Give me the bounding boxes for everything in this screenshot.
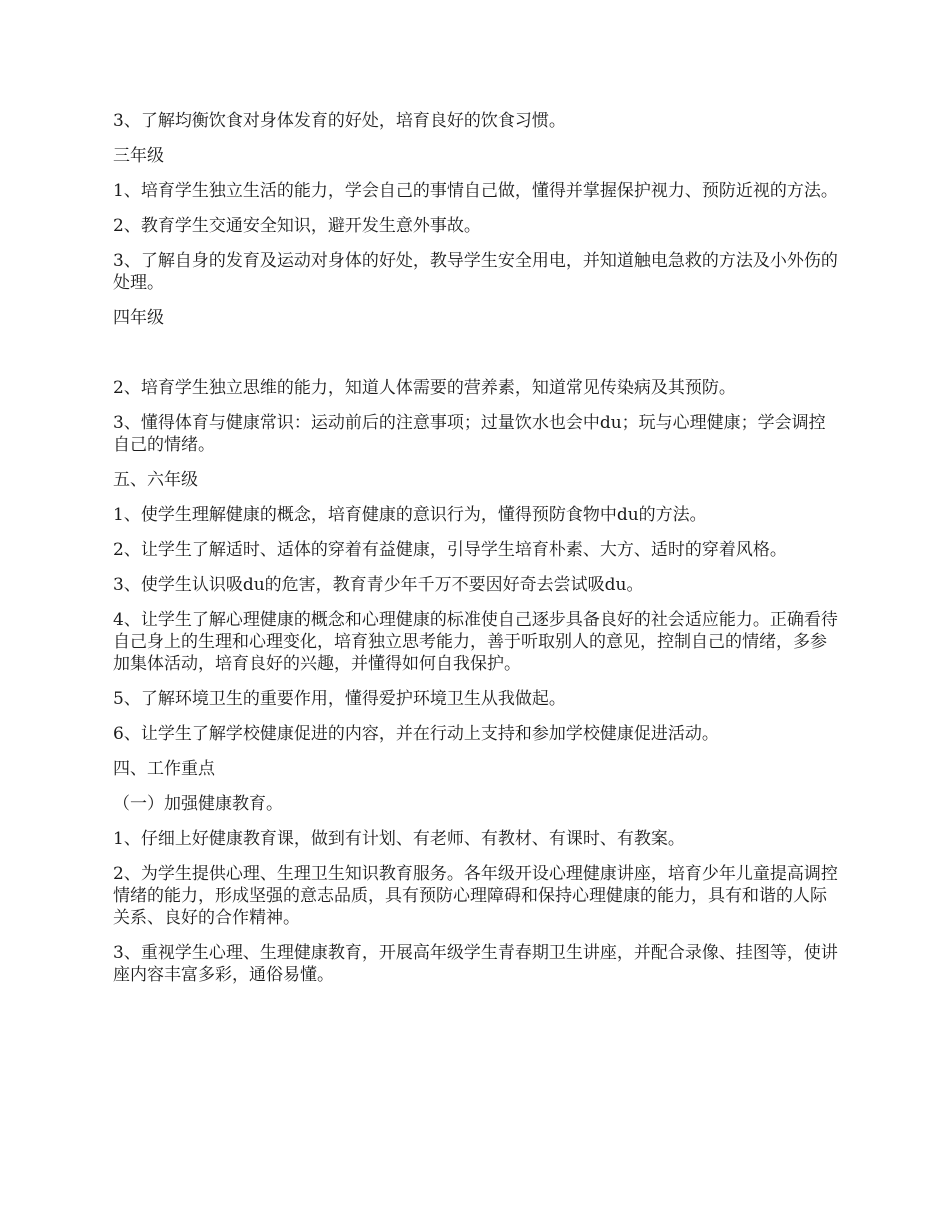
paragraph: 5、了解环境卫生的重要作用，懂得爱护环境卫生从我做起。 (113, 689, 566, 709)
paragraph: 1、培育学生独立生活的能力，学会自己的事情自己做，懂得并掌握保护视力、预防近视的方法。 (113, 181, 838, 201)
paragraph: 3、重视学生心理、生理健康教育，开展高年级学生青春期卫生讲座，并配合录像、挂图等，使讲座内容丰富多彩，通俗易懂。 (113, 943, 838, 985)
subsection-heading: （一）加强健康教育。 (113, 794, 283, 814)
paragraph: 6、让学生了解学校健康促进的内容，并在行动上支持和参加学校健康促进活动。 (113, 724, 719, 744)
section-heading-work-focus: 四、工作重点 (113, 759, 215, 779)
paragraph: 1、仔细上好健康教育课，做到有计划、有老师、有教材、有课时、有教案。 (113, 829, 685, 849)
section-heading-grade-4: 四年级 (113, 308, 164, 328)
paragraph: 2、为学生提供心理、生理卫生知识教育服务。各年级开设心理健康讲座，培育少年儿童提高调控情绪的能力，形成坚强的意志品质，具有预防心理障碍和保持心理健康的能力，具有和谐的人际关系、良好的合作精神。 (113, 864, 838, 928)
paragraph: 3、使学生认识吸du的危害，教育青少年千万不要因好奇去尝试吸du。 (113, 575, 644, 595)
section-heading-grade-5-6: 五、六年级 (113, 470, 198, 490)
paragraph: 2、教育学生交通安全知识，避开发生意外事故。 (113, 216, 481, 236)
blank-paragraph (113, 342, 841, 364)
paragraph: 3、懂得体育与健康常识：运动前后的注意事项；过量饮水也会中du；玩与心理健康；学会调控自己的情绪。 (113, 413, 826, 455)
section-heading-grade-3: 三年级 (113, 146, 164, 166)
paragraph: 2、让学生了解适时、适体的穿着有益健康，引导学生培育朴素、大方、适时的穿着风格。 (113, 540, 787, 560)
paragraph: 3、了解自身的发育及运动对身体的好处，教导学生安全用电，并知道触电急救的方法及小外伤的处理。 (113, 251, 838, 293)
document-body (113, 110, 841, 999)
paragraph: 4、让学生了解心理健康的概念和心理健康的标准使自己逐步具备良好的社会适应能力。正确看待自己身上的生理和心理变化，培育独立思考能力，善于听取别人的意见，控制自己的情绪，多参加集体活动，培育良好的兴趣，并懂得如何自我保护。 (113, 610, 838, 674)
paragraph: 1、使学生理解健康的概念，培育健康的意识行为，懂得预防食物中du的方法。 (113, 505, 707, 525)
paragraph: 3、了解均衡饮食对身体发育的好处，培育良好的饮食习惯。 (113, 111, 566, 131)
paragraph: 2、培育学生独立思维的能力，知道人体需要的营养素，知道常见传染病及其预防。 (113, 378, 736, 398)
